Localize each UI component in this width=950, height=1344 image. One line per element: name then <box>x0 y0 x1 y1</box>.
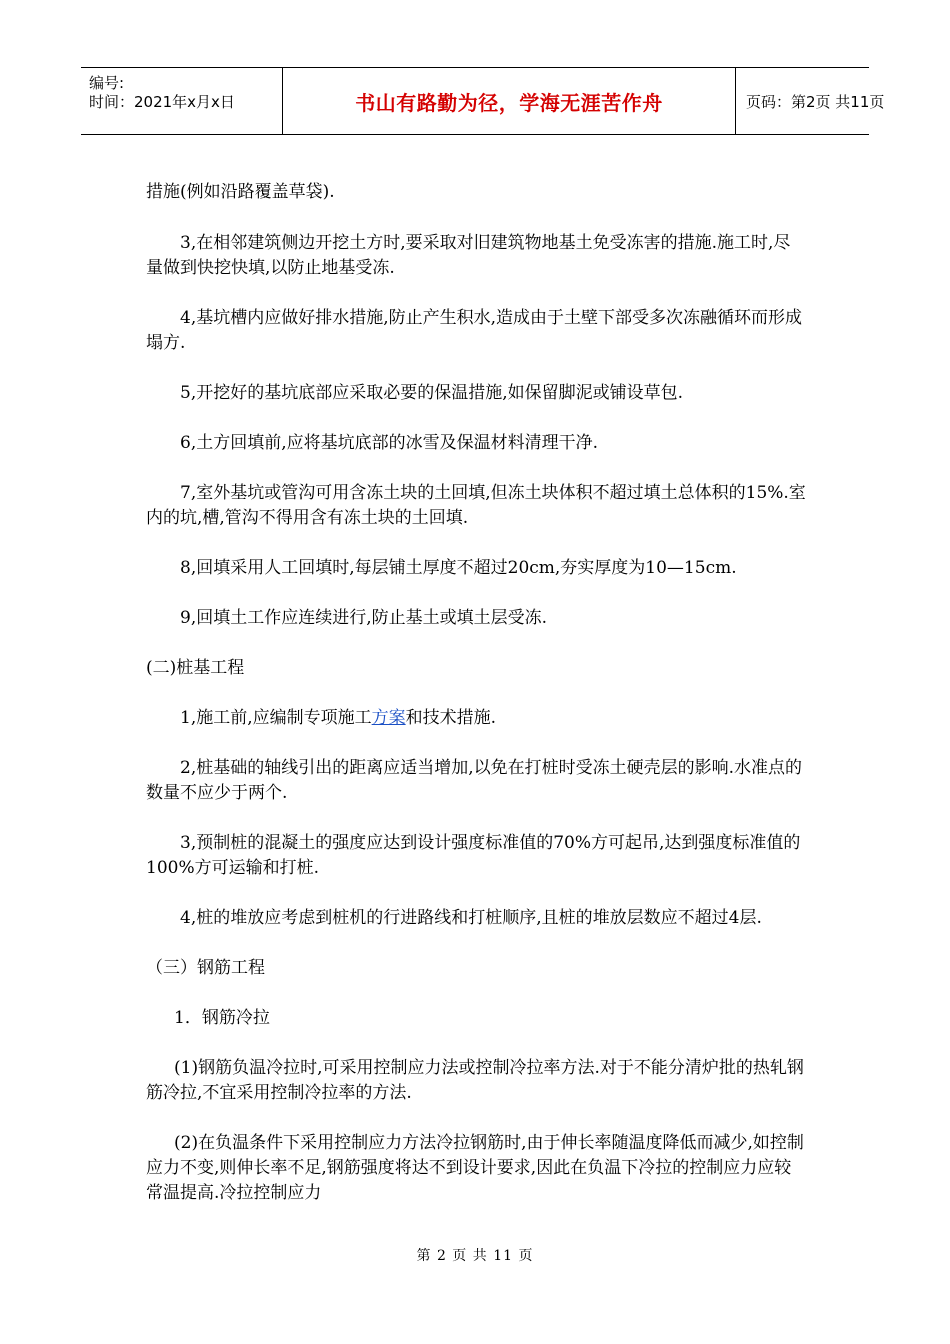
serial-number-label: 编号: <box>89 74 125 92</box>
paragraph-item-3: 3,在相邻建筑侧边开挖土方时,要采取对旧建筑物地基土免受冻害的措施.施工时,尽量做到快挖快填,以防止地基受冻. <box>146 233 791 278</box>
paragraph-pile-item-3: 3,预制桩的混凝土的强度应达到设计强度标准值的70%方可起吊,达到强度标准值的100%方可运输和打桩. <box>146 833 801 878</box>
paragraph-item-4: 4,基坑槽内应做好排水措施,防止产生积水,造成由于土壁下部受多次冻融循环而形成塌方. <box>146 308 803 353</box>
paragraph-text-after-link: 和技术措施. <box>405 708 497 728</box>
time-label: 时间：2021年x月x日 <box>89 93 235 111</box>
section-heading-rebar: （三）钢筋工程 <box>146 958 265 978</box>
section-heading-pile-foundation: (二)桩基工程 <box>146 658 245 678</box>
paragraph-item-9: 9,回填土工作应连续进行,防止基土或填土层受冻. <box>180 608 548 628</box>
plan-link[interactable]: 方案 <box>371 708 406 728</box>
paragraph-text-before-link: 1,施工前,应编制专项施工 <box>180 708 372 728</box>
header-motto-cell <box>282 68 736 134</box>
header-page-cell <box>736 68 885 134</box>
paragraph-item-6: 6,土方回填前,应将基坑底部的冰雪及保温材料清理干净. <box>180 433 599 453</box>
paragraph-pile-item-4: 4,桩的堆放应考虑到桩机的行进路线和打桩顺序,且桩的堆放层数应不超过4层. <box>180 908 762 928</box>
paragraph-rebar-item-1: (1)钢筋负温冷拉时,可采用控制应力法或控制冷拉率方法.对于不能分清炉批的热轧钢筋冷拉,不宜采用控制冷拉率的方法. <box>146 1058 804 1103</box>
paragraph-pile-item-2: 2,桩基础的轴线引出的距离应适当增加,以免在打桩时受冻土硬壳层的影响.水准点的数量不应少于两个. <box>146 758 803 803</box>
page-info: 页码：第2页 共11页 <box>746 92 885 111</box>
paragraph-continuation: 措施(例如沿路覆盖草袋). <box>146 182 335 202</box>
document-body <box>146 180 806 1206</box>
paragraph-item-8: 8,回填采用人工回填时,每层铺土厚度不超过20cm,夯实厚度为10—15cm. <box>180 558 737 578</box>
header-table <box>81 67 885 135</box>
header-meta-cell <box>81 68 282 134</box>
paragraph-pile-item-1 <box>146 706 806 731</box>
motto-text: 书山有路勤为径，学海无涯苦作舟 <box>355 90 663 115</box>
paragraph-item-5: 5,开挖好的基坑底部应采取必要的保温措施,如保留脚泥或铺设草包. <box>180 383 684 403</box>
paragraph-rebar-item-2: (2)在负温条件下采用控制应力方法冷拉钢筋时,由于伸长率随温度降低而减少,如控制应力不变,则伸长率不足,钢筋强度将达不到设计要求,因此在负温下冷拉的控制应力应较常温提高.冷拉控制应力 <box>146 1133 804 1203</box>
page-footer: 第 2 页 共 11 页 <box>416 1248 534 1264</box>
paragraph-item-7: 7,室外基坑或管沟可用含冻土块的土回填,但冻土块体积不超过填土总体积的15%.室内的坑,槽,管沟不得用含有冻土块的土回填. <box>146 483 806 528</box>
subsection-heading-cold-drawing: 1．钢筋冷拉 <box>174 1008 270 1028</box>
